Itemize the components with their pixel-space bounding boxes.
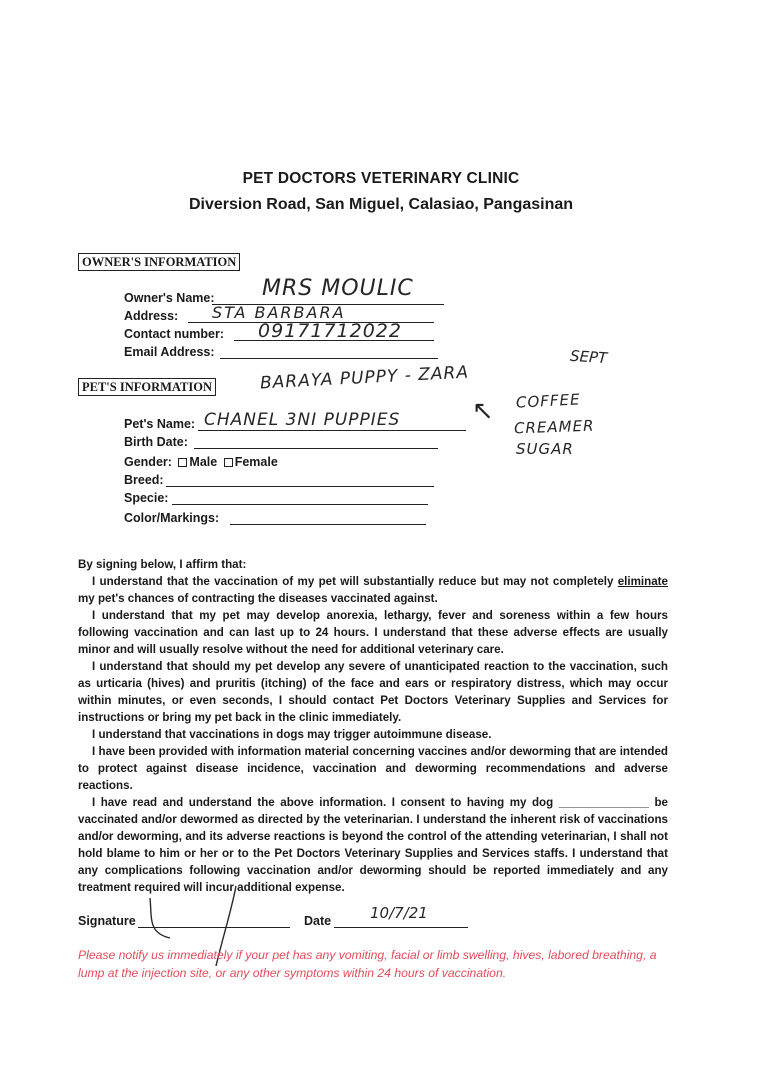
owner-name-value[interactable]: MRS MOULIC (262, 276, 414, 301)
address-value[interactable]: STA BARBARA (212, 303, 346, 322)
breed-line[interactable] (166, 486, 434, 487)
color-markings-label: Color/Markings: (124, 511, 220, 525)
pet-section-heading: PET'S INFORMATION (78, 378, 216, 396)
side-name-2: CREAMER (513, 416, 595, 438)
pet-name-value[interactable]: CHANEL 3NI PUPPIES (204, 410, 401, 430)
color-markings-line[interactable] (230, 524, 426, 525)
male-checkbox[interactable] (178, 458, 187, 467)
agreement-text (78, 556, 668, 896)
birth-date-label: Birth Date: (124, 435, 188, 449)
agreement-p1: I understand that the vaccination of my pet will substantially reduce but may not completely eliminate my pet's chances of contracting the diseases vaccinated against. (78, 575, 668, 605)
side-name-1: COFFEE (515, 390, 581, 412)
clinic-address: Diversion Road, San Miguel, Calasiao, Pangasinan (188, 196, 574, 213)
breed-label: Breed: (124, 473, 164, 487)
pet-note-line: BARAYA PUPPY - ZARA (259, 362, 470, 394)
birth-date-line[interactable] (194, 448, 438, 449)
agreement-intro: By signing below, I affirm that: (78, 558, 247, 571)
date-value[interactable]: 10/7/21 (370, 904, 428, 922)
male-label: Male (189, 455, 218, 469)
post-vaccination-notice: Please notify us immediately if your pet has any vomiting, facial or limb swelling, hives, labored breathing, a lump at the injection site, or any other symptoms within 24 hours of vaccination. (78, 948, 657, 980)
agreement-p3: I understand that should my pet develop any severe of unanticipated reaction to the vaccination, such as urticaria (hives) and pruritis (itching) of the face and ears or respiratory distress, which may occur within minutes, or even seconds, I should contact Pet Doctors Veterinary Supplies and Services for instructions or bring my pet back in the clinic immediately. (78, 660, 668, 724)
agreement-p2: I understand that my pet may develop anorexia, lethargy, fever and soreness within a few hours following vaccination and can last up to 24 hours. I understand that these adverse effects are usually minor and will usually resolve without the need for additional veterinary care. (78, 609, 668, 656)
agreement-p5: I have been provided with information material concerning vaccines and/or deworming that are intended to protect against disease incidence, vaccination and deworming recommendations and adverse reactions. (78, 745, 668, 792)
date-line[interactable] (334, 927, 468, 928)
email-address-line[interactable] (220, 358, 438, 359)
specie-label: Specie: (124, 491, 169, 505)
pet-name-label: Pet's Name: (124, 417, 196, 431)
female-checkbox[interactable] (224, 458, 233, 467)
gender-row (124, 454, 278, 470)
female-label: Female (234, 455, 278, 469)
email-address-label: Email Address: (124, 345, 215, 359)
pet-name-line (198, 430, 466, 431)
gender-label: Gender: (124, 455, 172, 469)
arrow-icon: ↖ (472, 396, 494, 426)
agreement-p6: I have read and understand the above information. I consent to having my dog ______________ be vaccinated and/or dewormed as directed by the veterinarian. I understand the inherent risk of vaccinations and/or deworming, and its adverse reactions is beyond the control of the attending veterinarian, I shall not hold blame to him or her or to the Pet Doctors Veterinary Supplies and Services staffs. I understand that any complications following vaccination and/or deworming should be reported immediately and any treatment required will incur additional expense. (78, 796, 668, 894)
signature-label: Signature (78, 914, 136, 928)
sept-note: SEPT (569, 346, 608, 368)
address-label: Address: (124, 309, 179, 323)
date-label: Date (304, 914, 332, 928)
owner-section-heading: OWNER'S INFORMATION (78, 253, 240, 271)
side-name-3: SUGAR (516, 440, 574, 458)
clinic-name: PET DOCTORS VETERINARY CLINIC (242, 170, 520, 187)
agreement-p4: I understand that vaccinations in dogs may trigger autoimmune disease. (92, 728, 492, 741)
specie-line[interactable] (172, 504, 428, 505)
owner-name-label: Owner's Name: (124, 291, 215, 305)
contact-number-value[interactable]: 09171712022 (258, 320, 402, 342)
contact-number-label: Contact number: (124, 327, 224, 341)
